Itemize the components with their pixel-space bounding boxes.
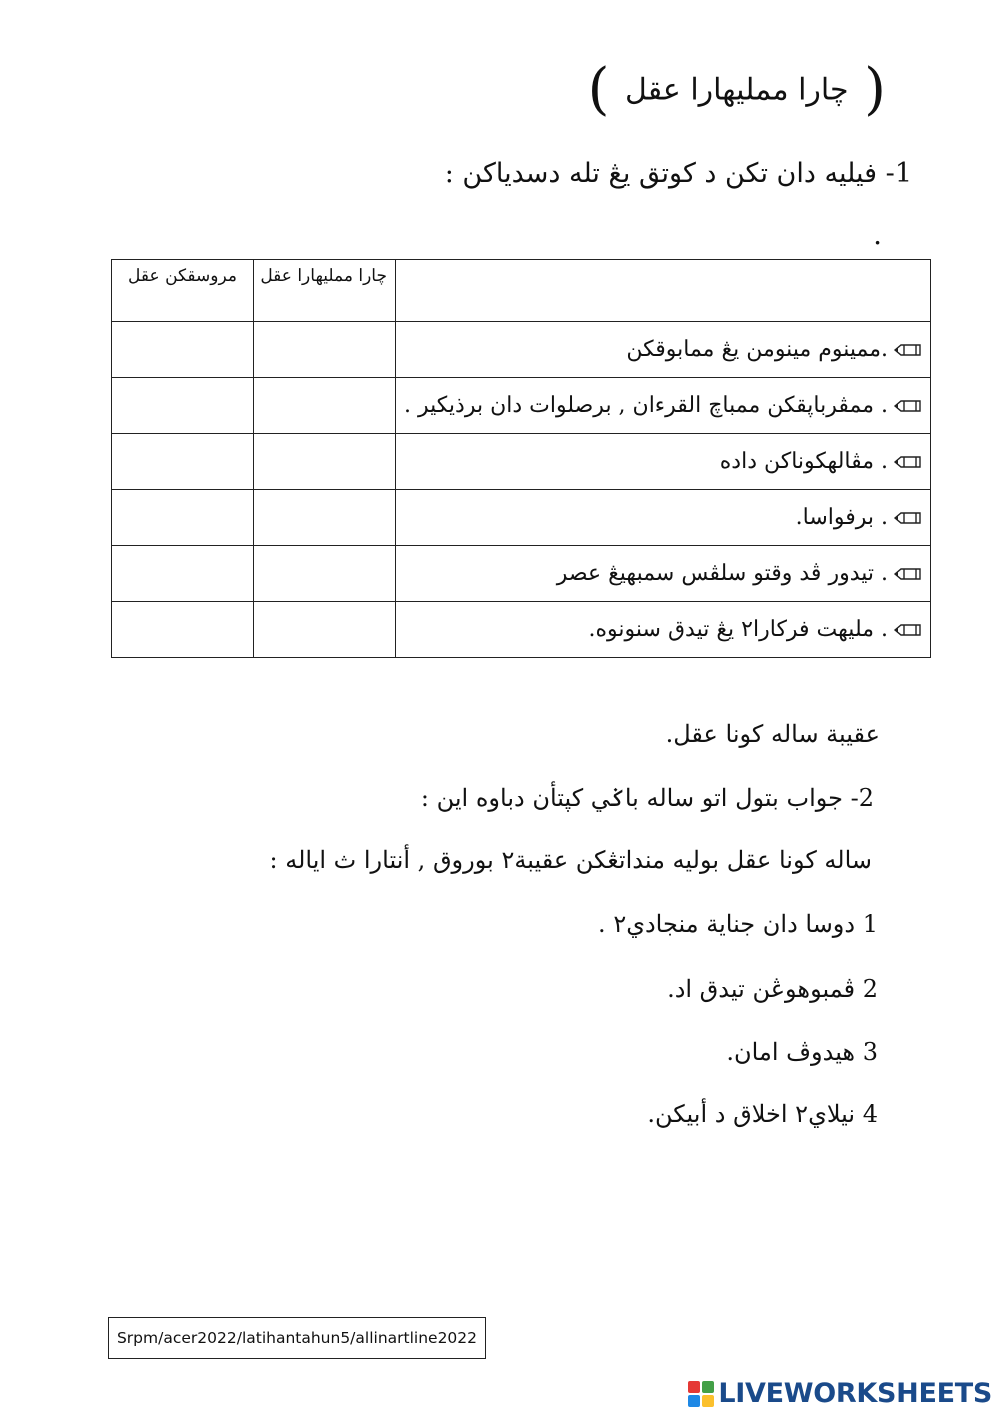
liveworksheets-logo-icon xyxy=(688,1381,714,1407)
option-item-1[interactable]: 1 دوسا دان جناية منجادي٢ . xyxy=(598,910,878,938)
answer-cell-care[interactable] xyxy=(254,602,396,658)
table-row xyxy=(112,322,931,378)
activity-text: . تيدور ڤد وقتو سلڤس سمبهيڠ عصر xyxy=(556,561,888,586)
brand-text: LIVEWORKSHEETS xyxy=(718,1378,992,1409)
footer-reference-text: Srpm/acer2022/latihantahun5/allinartline2022 xyxy=(116,1329,478,1347)
title-close-paren: ) xyxy=(587,57,610,122)
pencil-icon xyxy=(892,622,922,638)
answer-cell-damage[interactable] xyxy=(112,546,254,602)
answer-cell-care[interactable] xyxy=(254,490,396,546)
answer-cell-damage[interactable] xyxy=(112,602,254,658)
page-title xyxy=(582,57,892,122)
table-row xyxy=(112,434,931,490)
consequences-heading: عقيبة ساله كونا عقل. xyxy=(665,720,880,748)
activity-cell xyxy=(396,490,931,546)
answer-cell-damage[interactable] xyxy=(112,322,254,378)
question-2: 2- جواب بتول اتو ساله باݢي كپتأن دباوه اين : xyxy=(420,784,874,812)
activity-cell xyxy=(396,434,931,490)
option-item-2[interactable]: 2 ڤمبوهوڠن تيدق اد. xyxy=(667,975,878,1003)
activity-text: .ممينوم مينومن يڠ ممابوقكن xyxy=(626,337,888,362)
option-item-3[interactable]: 3 هيدوڤ امان. xyxy=(726,1038,878,1066)
activity-cell xyxy=(396,322,931,378)
answer-cell-damage[interactable] xyxy=(112,434,254,490)
pencil-icon xyxy=(892,398,922,414)
activity-table xyxy=(111,259,931,658)
activity-cell xyxy=(396,546,931,602)
pencil-icon xyxy=(892,342,922,358)
answer-cell-damage[interactable] xyxy=(112,378,254,434)
answer-cell-care[interactable] xyxy=(254,378,396,434)
activity-text: . ممڤرباڽقكن ممباچ القرءان , برصلوات دان برذيكير . xyxy=(404,393,888,418)
footer-reference-box xyxy=(108,1317,486,1359)
table-row xyxy=(112,378,931,434)
header-activity xyxy=(396,260,931,322)
activity-text: . برفواسا. xyxy=(795,505,888,530)
activity-text: . مڤالهكوناكن داده xyxy=(719,449,888,474)
question-1: 1- فيليه دان تكن د كوتق يڠ تله دسدياكن : xyxy=(444,158,912,189)
table-row xyxy=(112,602,931,658)
answer-cell-care[interactable] xyxy=(254,322,396,378)
answer-cell-care[interactable] xyxy=(254,546,396,602)
table-row xyxy=(112,546,931,602)
activity-cell xyxy=(396,602,931,658)
answer-cell-damage[interactable] xyxy=(112,490,254,546)
table-header-row xyxy=(112,260,931,322)
title-open-paren: ( xyxy=(864,57,886,122)
stray-dot: . xyxy=(873,218,882,251)
answer-cell-care[interactable] xyxy=(254,434,396,490)
header-damage-mind: مروسقكن عقل xyxy=(112,260,254,322)
activity-text: . مليهت فركارا٢ يڠ تيدق سنونوه. xyxy=(588,617,888,642)
pencil-icon xyxy=(892,566,922,582)
table-row xyxy=(112,490,931,546)
activity-cell xyxy=(396,378,931,434)
pencil-icon xyxy=(892,510,922,526)
liveworksheets-brand[interactable] xyxy=(688,1378,992,1409)
statement: ساله كونا عقل بوليه منداتڠكن عقيبة٢ بوروق , أنتارا ث اياله : xyxy=(269,846,872,874)
pencil-icon xyxy=(892,454,922,470)
title-text: چارا مملیهارا عقل xyxy=(625,72,849,108)
option-item-4[interactable]: 4 نيلاي٢ اخلاق د أبيكن. xyxy=(647,1100,878,1128)
header-care-mind: چارا مملیهارا عقل xyxy=(254,260,396,322)
